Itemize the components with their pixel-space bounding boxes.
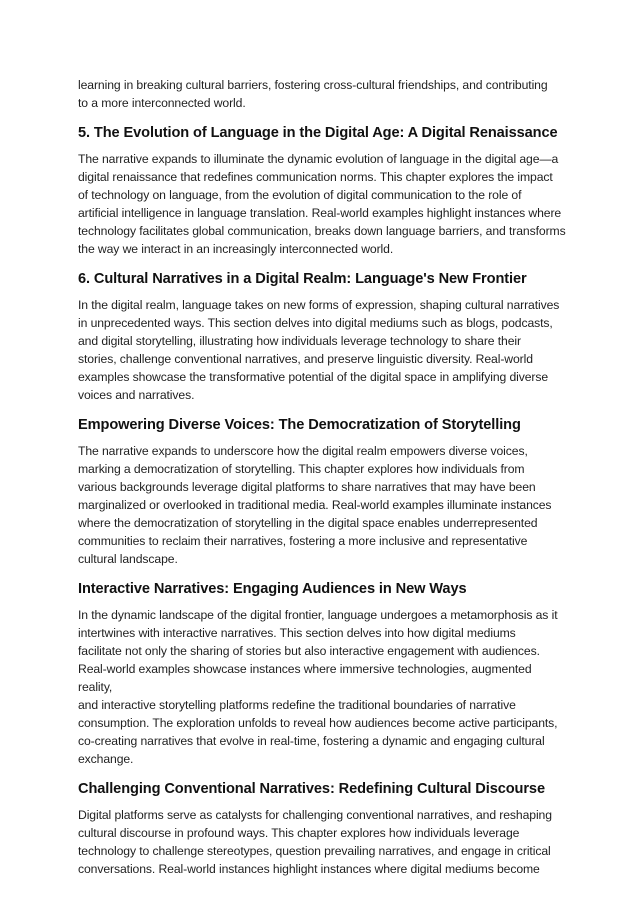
text-line: voices and narratives. [78,388,195,402]
text-line: technology to challenge stereotypes, question prevailing narratives, and engage in critical [78,844,551,858]
text-line: The narrative expands to underscore how the digital realm empowers diverse voices, [78,444,528,458]
section-5-paragraph [78,150,568,258]
text-line: stories, challenge conventional narratives, and preserve linguistic diversity. Real-world [78,352,533,366]
text-line: cultural landscape. [78,552,178,566]
text-line: of technology on language, from the evolution of digital communication to the role of [78,188,522,202]
text-line: In the digital realm, language takes on new forms of expression, shaping cultural narratives [78,298,560,312]
document-page [78,76,568,878]
text-line: communities to reclaim their narratives, fostering a more inclusive and representative [78,534,528,548]
intro-paragraph [78,76,568,112]
text-line: Real-world examples showcase instances where immersive technologies, augmented reality, [78,662,532,694]
section-heading-empowering: Empowering Diverse Voices: The Democratization of Storytelling [78,417,521,433]
text-line: In the dynamic landscape of the digital frontier, language undergoes a metamorphosis as it [78,608,558,622]
text-line: technology facilitates global communication, breaks down language barriers, and transforms [78,224,566,238]
text-line: the way we interact in an increasingly interconnected world. [78,242,394,256]
text-line: exchange. [78,752,134,766]
text-line: marking a democratization of storytelling. This chapter explores how individuals from [78,462,525,476]
text-line: conversations. Real-world instances highlight instances where digital mediums become [78,862,540,876]
section-heading-5: 5. The Evolution of Language in the Digital Age: A Digital Renaissance [78,125,558,141]
text-line: digital renaissance that redefines communication norms. This chapter explores the impact [78,170,553,184]
section-6-paragraph [78,296,568,404]
interactive-paragraph [78,606,568,768]
text-line: where the democratization of storytelling in the digital space enables underrepresented [78,516,538,530]
text-line: examples showcase the transformative potential of the digital space in amplifying diverse [78,370,549,384]
text-line: marginalized or overlooked in traditional media. Real-world examples illuminate instances [78,498,552,512]
text-line: intertwines with interactive narratives. This section delves into how digital mediums [78,626,516,640]
text-line: artificial intelligence in language translation. Real-world examples highlight instances where [78,206,562,220]
section-heading-interactive: Interactive Narratives: Engaging Audiences in New Ways [78,581,467,597]
empowering-paragraph [78,442,568,568]
text-line: facilitate not only the sharing of stories but also interactive engagement with audiences. [78,644,540,658]
text-line: to a more interconnected world. [78,96,246,110]
section-heading-challenging: Challenging Conventional Narratives: Redefining Cultural Discourse [78,781,545,797]
challenging-paragraph [78,806,568,878]
text-line: The narrative expands to illuminate the dynamic evolution of language in the digital age—a [78,152,559,166]
text-line: Digital platforms serve as catalysts for challenging conventional narratives, and reshaping [78,808,552,822]
section-heading-6: 6. Cultural Narratives in a Digital Realm: Language's New Frontier [78,271,527,287]
text-line: and digital storytelling, illustrating how individuals leverage technology to share their [78,334,521,348]
text-line: consumption. The exploration unfolds to reveal how audiences become active participants, [78,716,558,730]
text-line: various backgrounds leverage digital platforms to share narratives that may have been [78,480,536,494]
text-line: and interactive storytelling platforms redefine the traditional boundaries of narrative [78,698,516,712]
text-line: in unprecedented ways. This section delves into digital mediums such as blogs, podcasts, [78,316,553,330]
text-line: cultural discourse in profound ways. This chapter explores how individuals leverage [78,826,520,840]
text-line: co-creating narratives that evolve in real-time, fostering a dynamic and engaging cultural [78,734,545,748]
text-line: learning in breaking cultural barriers, fostering cross-cultural friendships, and contributing [78,78,548,92]
